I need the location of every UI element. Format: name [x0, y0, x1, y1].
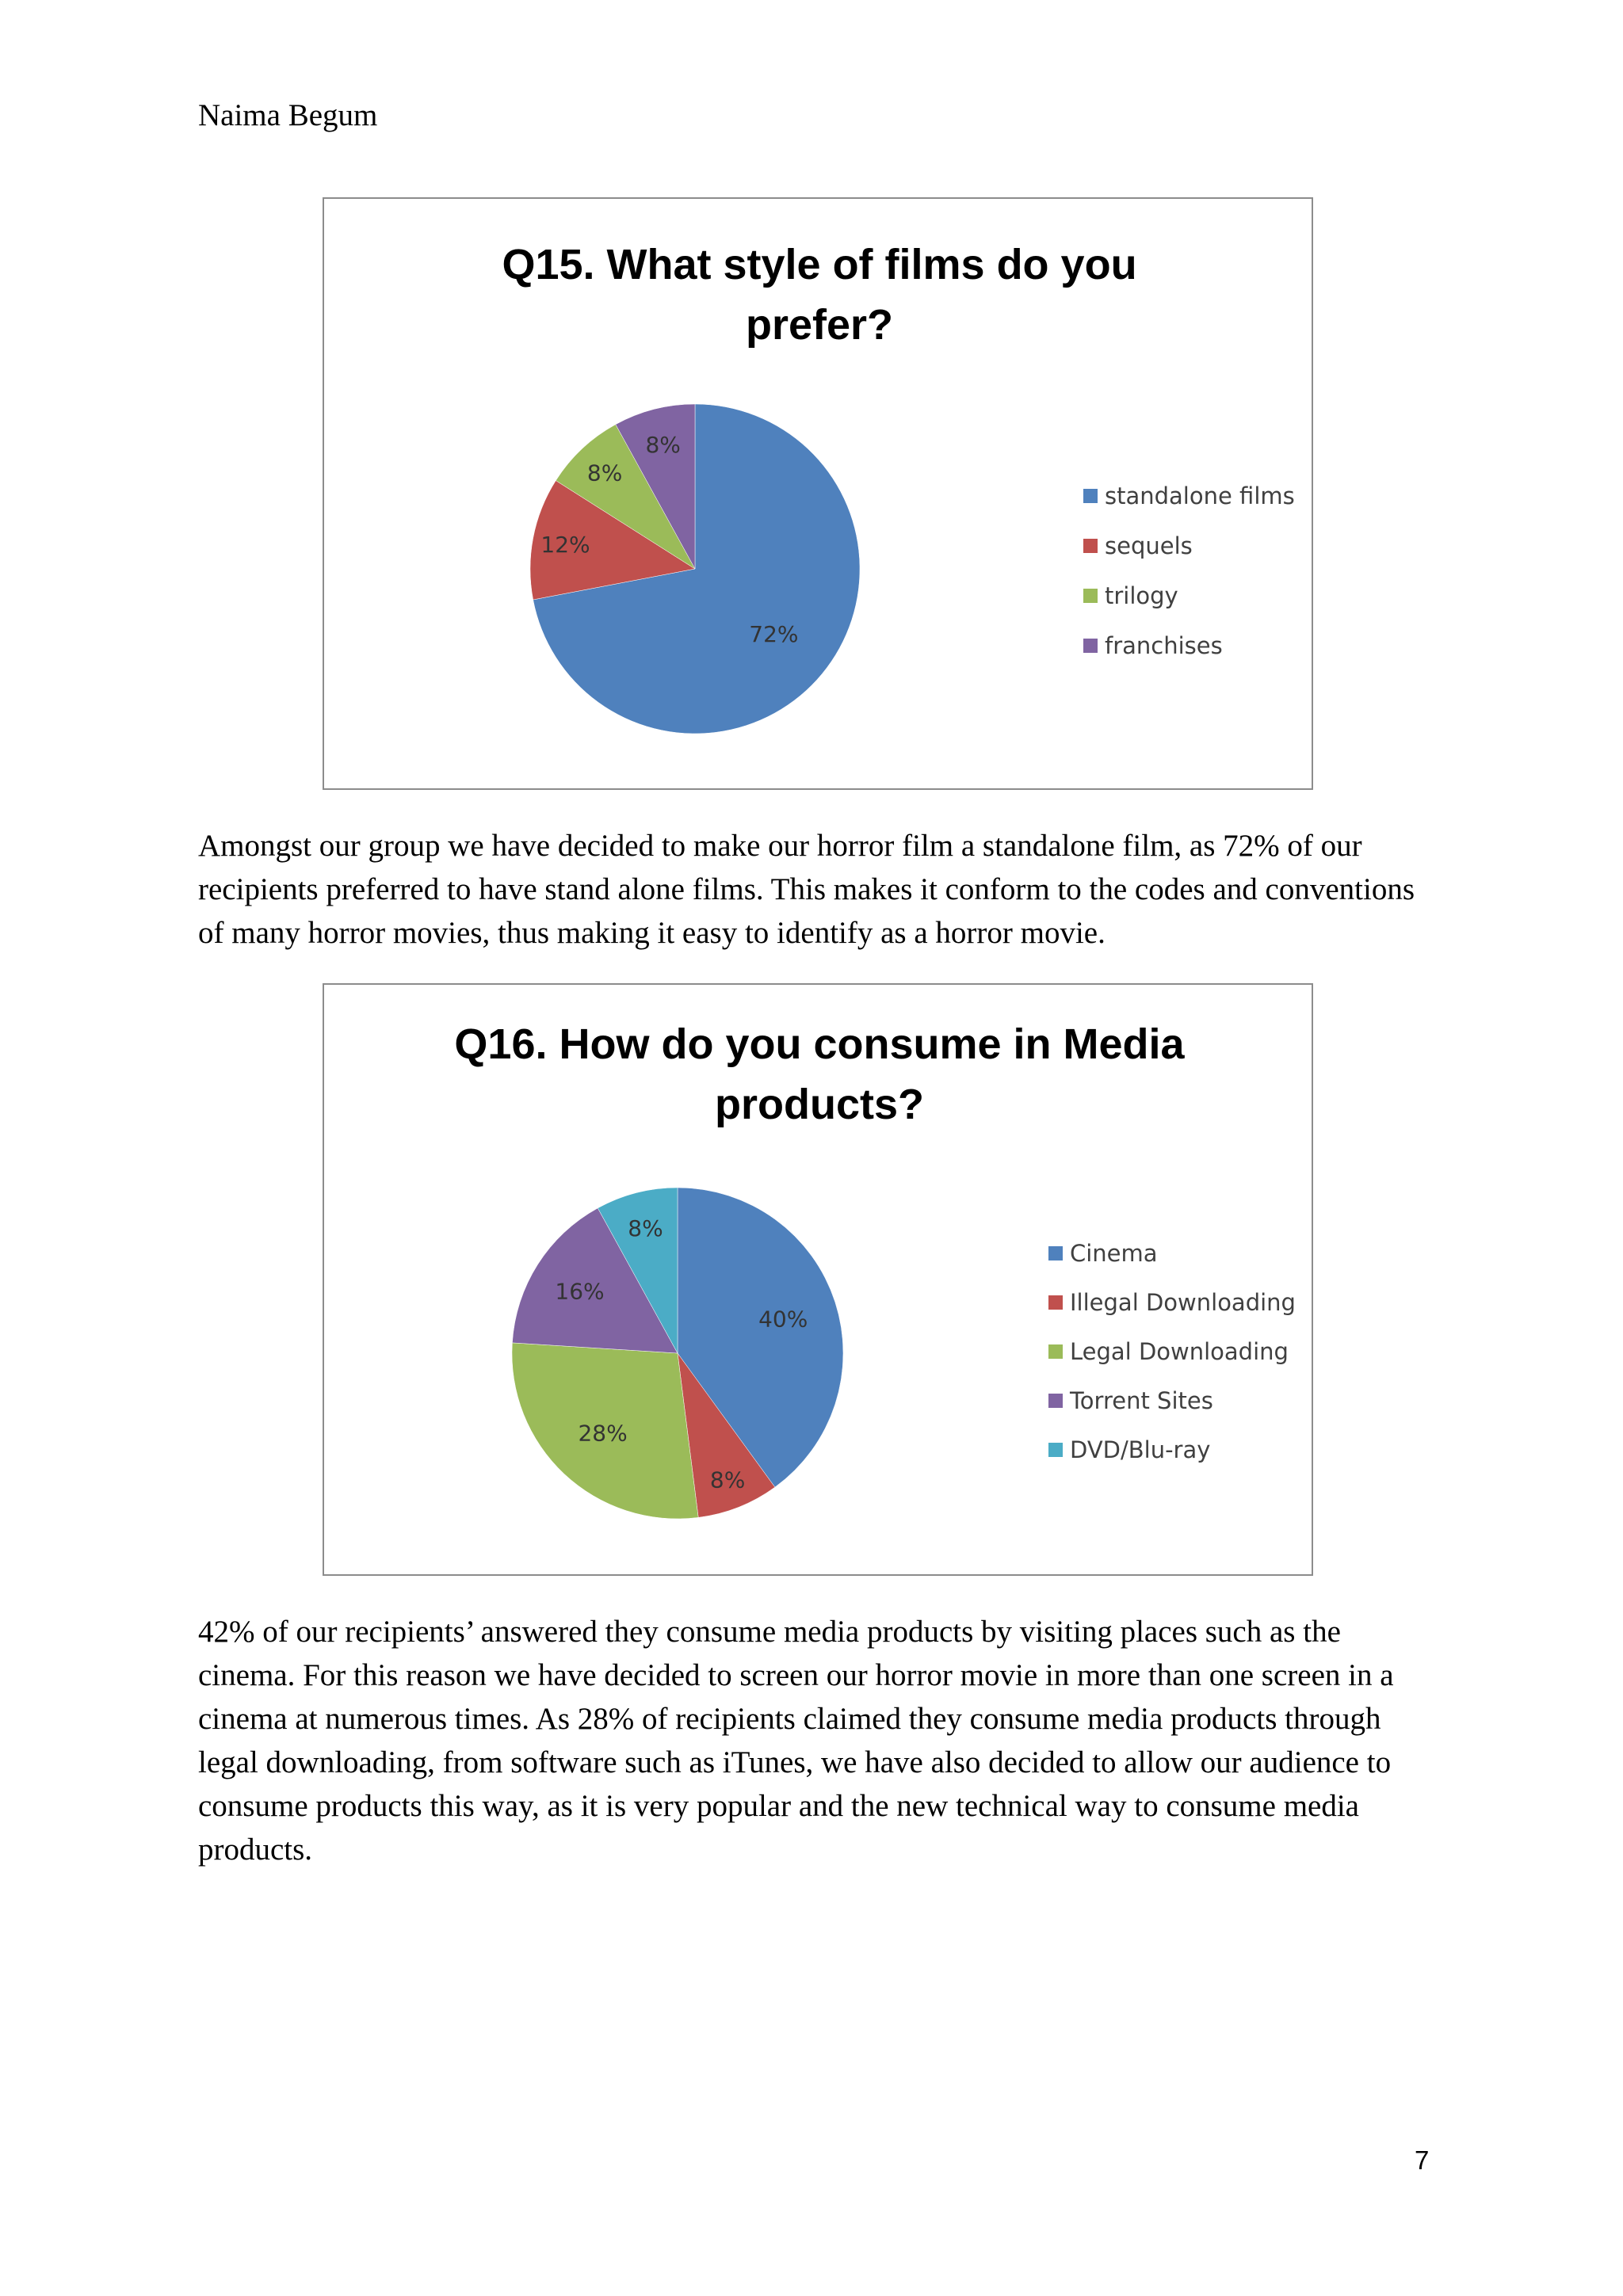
pie-slice-label: 12%: [540, 531, 590, 558]
legend-entry: Illegal Downloading: [1070, 1289, 1296, 1316]
chart-title-line: products?: [715, 1081, 924, 1128]
page-number: 7: [1415, 2145, 1430, 2175]
chart-title: [454, 1020, 1185, 1128]
legend-entry: DVD/Blu-ray: [1070, 1436, 1211, 1463]
legend-entry: Legal Downloading: [1070, 1338, 1289, 1365]
pie-slice-label: 8%: [709, 1466, 746, 1493]
pie-slice-label: 16%: [555, 1278, 605, 1305]
legend-swatch: [1048, 1246, 1063, 1261]
legend-entry: Torrent Sites: [1070, 1387, 1213, 1414]
pie-slice-label: 40%: [758, 1306, 808, 1333]
paragraph-standalone-decision: Amongst our group we have decided to make our horror film a standalone film, as 72% of our recipients preferred to have stand alone films. This makes it conform to the codes and conventions of many horror movies, thus making it easy to identify as a horror movie.: [198, 829, 1415, 950]
legend-swatch: [1083, 589, 1098, 603]
legend-entry: sequels: [1105, 532, 1193, 559]
legend-entry: standalone films: [1105, 482, 1295, 509]
pie-slice-label: 72%: [749, 621, 799, 648]
legend-entry: franchises: [1105, 632, 1223, 659]
legend-swatch: [1048, 1443, 1063, 1457]
legend-swatch: [1048, 1295, 1063, 1310]
author-name: Naima Begum: [198, 98, 378, 132]
chart-title-line: prefer?: [745, 301, 894, 349]
legend-entry: trilogy: [1105, 582, 1178, 609]
pie-slice-label: 28%: [578, 1420, 628, 1447]
legend-swatch: [1083, 539, 1098, 553]
chart-q16-media-consumption: [323, 983, 1313, 1576]
chart-q15-film-style: [323, 197, 1313, 790]
legend-swatch: [1083, 489, 1098, 503]
pie-slice-label: 8%: [645, 431, 681, 458]
pie-slice-label: 8%: [586, 460, 623, 486]
chart-title: [502, 241, 1136, 349]
legend-swatch: [1048, 1394, 1063, 1408]
legend-entry: Cinema: [1070, 1240, 1158, 1267]
paragraph-consumption-decision: 42% of our recipients’ answered they consume media products by visiting places such as the cinema. For this reason we have decided to screen our horror movie in more than one screen in a cinema at numerous times. As 28% of recipients claimed they consume media products through legal downloading, from software such as iTunes, we have also decided to allow our audience to consume products this way, as it is very popular and the new technical way to consume media products.: [198, 1615, 1394, 1867]
pie-chart-q16-svg: [324, 985, 1315, 1577]
legend-swatch: [1048, 1344, 1063, 1359]
legend-swatch: [1083, 639, 1098, 653]
chart-title-line: Q16. How do you consume in Media: [454, 1020, 1185, 1068]
pie-slice-label: 8%: [628, 1215, 663, 1242]
chart-title-line: Q15. What style of films do you: [502, 241, 1137, 288]
pie-chart-q15-svg: [324, 199, 1315, 791]
